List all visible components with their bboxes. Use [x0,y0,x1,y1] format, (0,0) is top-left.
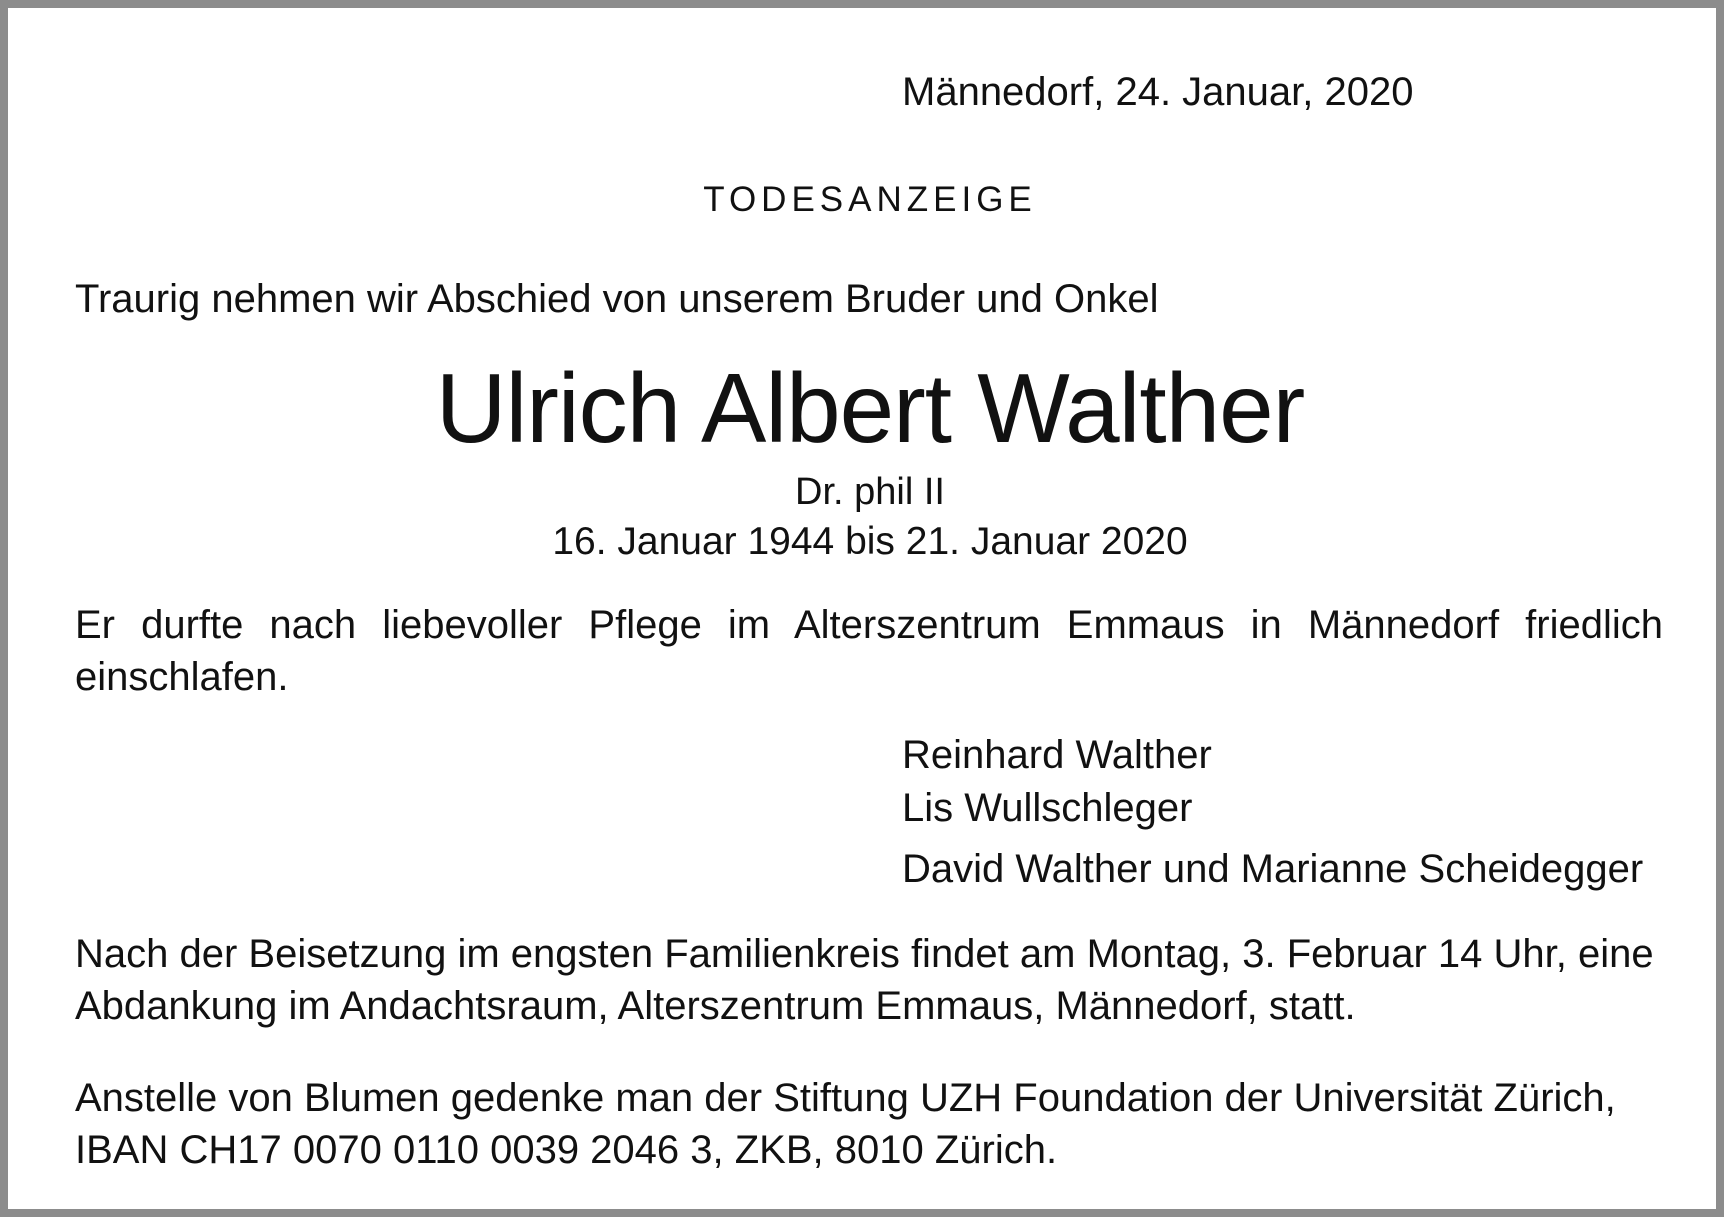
donation-line: Anstelle von Blumen gedenke man der Stiftung UZH Foundation der Universität Zürich, [75,1076,1616,1120]
life-dates: 16. Januar 1944 bis 21. Januar 2020 [552,520,1188,563]
mourners-list [902,735,1643,889]
intro-text: Traurig nehmen wir Abschied von unserem Bruder und Onkel [75,277,1159,321]
ceremony-line: Abdankung im Andachtsraum, Alterszentrum Emmaus, Männedorf, statt. [75,984,1356,1028]
mourner-name: David Walther und Marianne Scheidegger [902,847,1644,891]
donation-paragraph [75,1072,1663,1176]
message-paragraph: Er durfte nach liebevoller Pflege im Alterszentrum Emmaus in Männedorf friedlich einschlafen. [75,603,1663,699]
academic-title: Dr. phil II [795,471,945,513]
donation-line: IBAN CH17 0070 0110 0039 2046 3, ZKB, 8010 Zürich. [75,1128,1058,1172]
notice-heading: TODESANZEIGE [703,180,1037,219]
mourner-name: Reinhard Walther [902,733,1212,777]
place-date: Männedorf, 24. Januar, 2020 [902,70,1414,114]
deceased-name: Ulrich Albert Walther [435,353,1305,463]
mourner-name: Lis Wullschleger [902,786,1193,830]
ceremony-paragraph [75,928,1663,1032]
ceremony-line: Nach der Beisetzung im engsten Familienkreis findet am Montag, 3. Februar 14 Uhr, eine [75,932,1654,976]
